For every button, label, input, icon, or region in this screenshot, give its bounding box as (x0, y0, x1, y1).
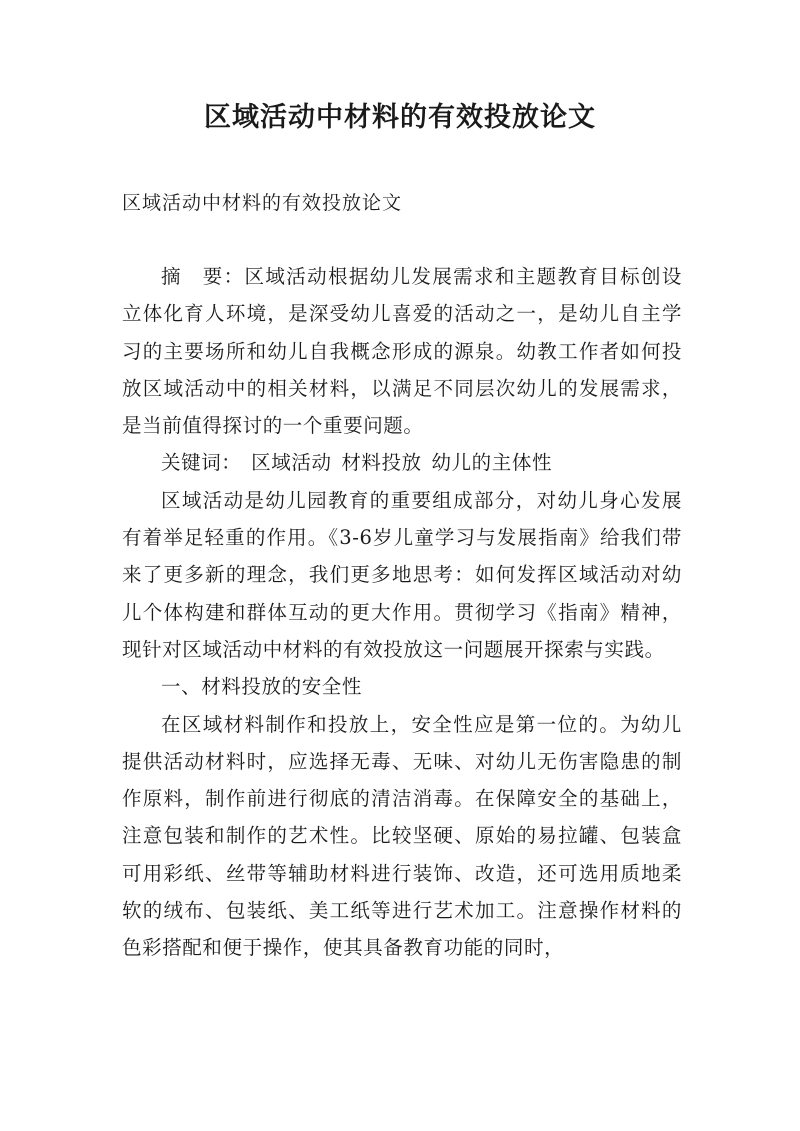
keyword-item: 区域活动 (251, 451, 332, 475)
document-subtitle: 区域活动中材料的有效投放论文 (122, 192, 403, 214)
keyword-item: 幼儿的主体性 (431, 451, 553, 475)
document-body (122, 258, 682, 967)
document-title: 区域活动中材料的有效投放论文 (204, 102, 596, 133)
body-paragraph: 区域活动是幼儿园教育的重要组成部分，对幼儿身心发展有着举足轻重的作用。《3-6岁儿童学习与发展指南》给我们带来了更多新的理念，我们更多地思考：如何发挥区域活动对幼儿个体构建和群体互动的更大作用。贯彻学习《指南》精神，现针对区域活动中材料的有效投放这一问题展开探索与实践。 (122, 488, 682, 661)
body-paragraph: 在区域材料制作和投放上，安全性应是第一位的。为幼儿提供活动材料时，应选择无毒、无味、对幼儿无伤害隐患的制作原料，制作前进行彻底的清洁消毒。在保障安全的基础上，注意包装和制作的艺术性。比较坚硬、原始的易拉罐、包装盒可用彩纸、丝带等辅助材料进行装饰、改造，还可选用质地柔软的绒布、包装纸、美工纸等进行艺术加工。注意操作材料的色彩搭配和便于操作，使其具备教育功能的同时， (122, 712, 682, 960)
abstract-paragraph (122, 258, 682, 444)
keywords-paragraph (122, 444, 682, 481)
keywords-label: 关键词： (161, 451, 242, 475)
section-heading: 一、材料投放的安全性 (161, 675, 363, 699)
abstract-text: 区域活动根据幼儿发展需求和主题教育目标创设立体化育人环境，是深受幼儿喜爱的活动之一，是幼儿自主学习的主要场所和幼儿自我概念形成的源泉。幼教工作者如何投放区域活动中的相关材料，以满足不同层次幼儿的发展需求，是当前值得探讨的一个重要问题。 (122, 265, 682, 438)
keyword-item: 材料投放 (341, 451, 422, 475)
abstract-label: 摘 要： (161, 265, 245, 288)
